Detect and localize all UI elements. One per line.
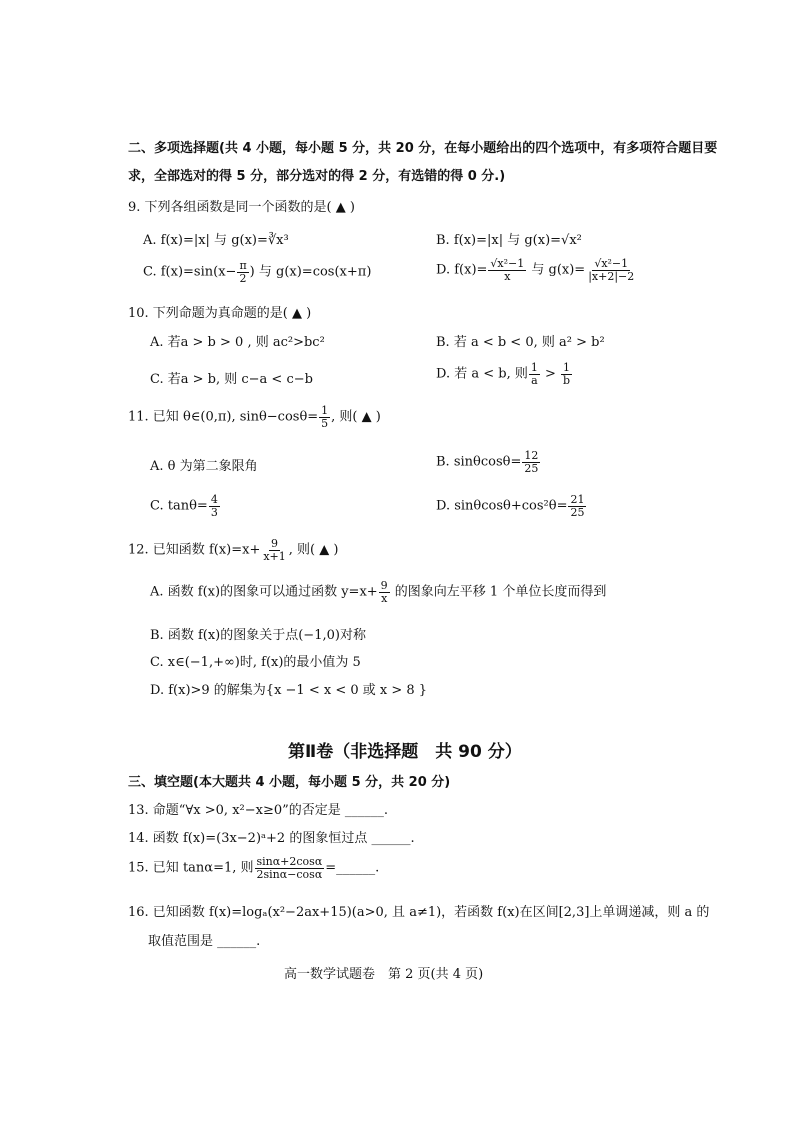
q11-option-b: B. sinθcosθ= $\frac{12}{25}$ [436,449,539,475]
q9-option-b: B. f(x)=|x| 与 g(x)=√x² [436,233,582,248]
q16-line1: 16. 已知函数 f(x)=logₐ(x²−2ax+15)(a>0, 且 a≠1)，若函数 f(x)在区间[2,3]上单调递减，则 a 的 [128,905,710,920]
q9-option-a: A. f(x)=|x| 与 g(x)=∛x³ [143,233,289,248]
q13: 13. 命题“∀x >0, x²−x≥0”的否定是 ______. [128,803,389,818]
q9-option-d: D. f(x)= $\frac{\text{√x²−1}}{x}$ 与 g(x)= $\frac{\text{√x²−1}}{|x+2|-2}$ [436,257,635,283]
page-footer: 高一数学试题卷 第 2 页(共 4 页) [284,967,484,982]
section2-heading-line1: 二、多项选择题(共 4 小题，每小题 5 分，共 20 分，在每小题给出的四个选项中，有多项符合题目要 [128,141,718,156]
q11-option-d: D. sinθcosθ+cos²θ= $\frac{21}{25}$ [436,493,585,519]
q10-stem: 10. 下列命题为真命题的是( ▲ ) [128,306,312,321]
section3-heading: 三、填空题(本大题共 4 小题，每小题 5 分，共 20 分) [128,775,451,790]
q12-option-a: A. 函数 f(x)的图象可以通过函数 y=x+ $\frac{9}{x}$ 的图象向左平移 1 个单位长度而得到 [150,579,607,605]
q10-option-a: A. 若a > b > 0 , 则 ac²>bc² [150,335,325,350]
q12-option-c: C. x∈(−1,+∞)时, f(x)的最小值为 5 [150,655,361,670]
q11-option-c: C. tanθ= $\frac{4}{3}$ [150,493,218,519]
q11-stem: 11. 已知 θ∈(0,π), sinθ−cosθ= $\frac{1}{5}$ , 则( ▲ ) [128,404,381,430]
part2-title: 第Ⅱ卷（非选择题 共 90 分） [288,742,522,762]
q16-line2: 取值范围是 ______. [148,934,261,949]
q11-option-a: A. θ 为第二象限角 [150,459,258,474]
q9-option-c: C. f(x)=sin(x− $\frac{\pi}{2}$ ) 与 g(x)=cos(x+π) [143,259,372,285]
q15: 15. 已知 tanα=1, 则 $\frac{\sin\alpha+2\cos\alpha}{2\sin\alpha-\cos\alpha}$ =______. [128,855,380,881]
q12-option-d: D. f(x)>9 的解集为{x −1 < x < 0 或 x > 8 } [150,683,428,698]
q9-stem: 9. 下列各组函数是同一个函数的是( ▲ ) [128,200,355,215]
q10-option-b: B. 若 a < b < 0, 则 a² > b² [436,335,605,350]
q12-stem: 12. 已知函数 f(x)=x+ $\frac{9}{x+1}$ , 则( ▲ ) [128,537,339,563]
q10-option-c: C. 若a > b, 则 c−a < c−b [150,372,313,387]
q14: 14. 函数 f(x)=(3x−2)ᵃ+2 的图象恒过点 ______. [128,831,415,846]
section2-heading-line2: 求，全部选对的得 5 分，部分选对的得 2 分，有选错的得 0 分.) [128,169,506,184]
q10-option-d: D. 若 a < b, 则 $\frac{1}{a}$ > $\frac{1}{b}$ [436,361,571,387]
q12-option-b: B. 函数 f(x)的图象关于点(−1,0)对称 [150,628,366,643]
